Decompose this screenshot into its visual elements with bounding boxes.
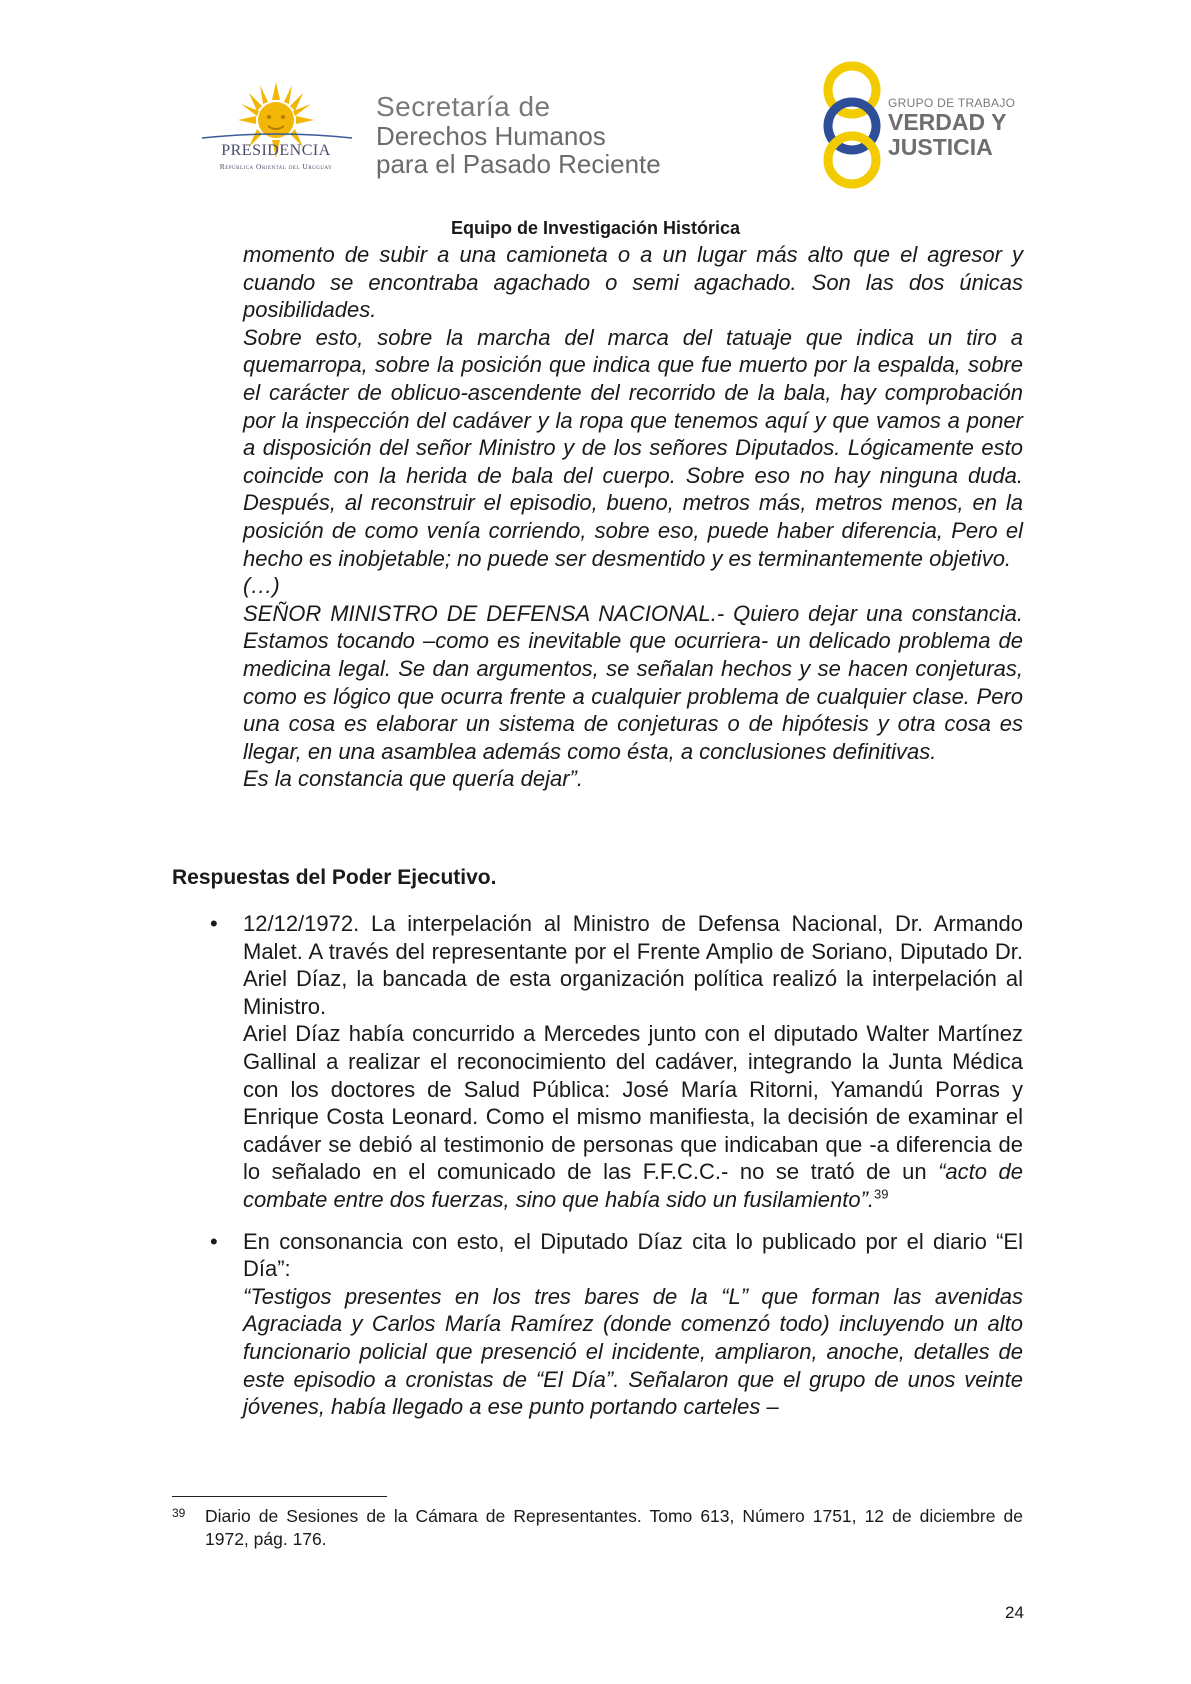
presidencia-name: PRESIDENCIA (221, 142, 331, 159)
secretaria-line3: para el Pasado Reciente (376, 149, 661, 179)
quote-paragraph: SEÑOR MINISTRO DE DEFENSA NACIONAL.- Quiero dejar una constancia. Estamos tocando –como es inevitable que ocurriera- un delicado problema de medicina legal. Se dan argumentos, se señalan hechos y se hacen conjeturas, como es lógico que ocurra frente a cualquier problema de cualquier clase. Pero una cosa es elaborar un sistema de conjeturas o de hipótesis y otra cosa es llegar, en una asamblea además como ésta, a conclusiones definitivas. (243, 600, 1023, 764)
secretaria-line2: Derechos Humanos (376, 121, 606, 151)
linked-rings-icon (812, 60, 892, 190)
bullet-marker: • (210, 911, 218, 936)
bullet-list (210, 910, 1023, 1421)
footnote-reference[interactable]: 39 (874, 1186, 889, 1202)
bullet-text: Ariel Díaz había concurrido a Mercedes junto con el diputado Walter Martínez Gallinal a realizar el reconocimiento del cadáver, integrando la Junta Médica con los doctores de Salud Pública: José María Ritorni, Yamandú Porras y Enrique Costa Leonard. Como el mismo manifiesta, la decisión de examinar el cadáver se debió al testimonio de personas que indicaban que -a diferencia de lo señalado en el comunicado de las F.F.C.C.- no se trató de un (243, 1021, 1023, 1185)
footnote-text: Diario de Sesiones de la Cámara de Representantes. Tomo 613, Número 1751, 12 de diciembre de 1972, pág. 176. (205, 1506, 1023, 1549)
bullet-paragraph (243, 1020, 1023, 1213)
footnote (172, 1505, 1023, 1551)
list-item (210, 1228, 1023, 1421)
section-title: Respuestas del Poder Ejecutivo. (172, 866, 497, 889)
bullet-paragraph: En consonancia con esto, el Diputado Díaz cita lo publicado por el diario “El Día”: (243, 1228, 1023, 1282)
list-item (210, 910, 1023, 1214)
footnote-divider (172, 1496, 387, 1497)
grupo-trabajo-text (888, 96, 1015, 160)
secretaria-line1: Secretaría de (376, 91, 551, 122)
bullet-paragraph: 12/12/1972. La interpelación al Ministro de Defensa Nacional, Dr. Armando Malet. A través del representante por el Frente Amplio de Soriano, Diputado Dr. Ariel Díaz, la bancada de esta organización política realizó la interpelación al Ministro. (243, 911, 1023, 1019)
quote-paragraph: Es la constancia que quería dejar”. (243, 766, 583, 792)
quote-ellipsis: (…) (243, 573, 280, 599)
grupo-line2: VERDAD Y (888, 109, 1007, 135)
quoted-testimony (243, 241, 1023, 793)
quote-paragraph: momento de subir a una camioneta o a un lugar más alto que el agresor y cuando se encontraba agachado o semi agachado. Son las dos únicas posibilidades. (243, 242, 1023, 323)
footnote-number: 39 (172, 1506, 186, 1520)
team-heading: Equipo de Investigación Histórica (450, 218, 741, 238)
bullet-marker: • (210, 1228, 218, 1254)
secretaria-title (376, 92, 661, 178)
grupo-line1: GRUPO DE TRABAJO (888, 96, 1016, 110)
presidencia-logo (196, 80, 356, 180)
page-number: 24 (1005, 1603, 1024, 1622)
bullet-quote: “acto de combate entre dos fuerzas, sino que había sido un fusilamiento”. (243, 1159, 1023, 1212)
grupo-line3: JUSTICIA (888, 134, 993, 160)
presidencia-subtitle: República Oriental del Uruguay (219, 162, 333, 171)
newspaper-quote: “Testigos presentes en los tres bares de la “L” que forman las avenidas Agraciada y Carlos María Ramírez (donde comenzó todo) incluyendo un alto funcionario policial que presenció el incidente, ampliaron, anoche, detalles de este episodio a cronistas de “El Día”. Señalaron que el grupo de unos veinte jóvenes, había llegado a ese punto portando carteles – (243, 1283, 1023, 1420)
quote-paragraph: Sobre esto, sobre la marcha del marca del tatuaje que indica un tiro a quemarropa, sobre la posición que indica que fue muerto por la espalda, sobre el carácter de oblicuo-ascendente del recorrido de la bala, hay comprobación por la inspección del cadáver y la ropa que tenemos aquí y que vamos a poner a disposición del señor Ministro y de los señores Diputados. Lógicamente esto coincide con la herida de bala del cuerpo. Sobre eso no hay ninguna duda. Después, al reconstruir el episodio, bueno, metros más, metros menos, en la posición de como venía corriendo, sobre eso, puede haber diferencia, Pero el hecho es inobjetable; no puede ser desmentido y es terminantemente objetivo. (243, 324, 1023, 571)
